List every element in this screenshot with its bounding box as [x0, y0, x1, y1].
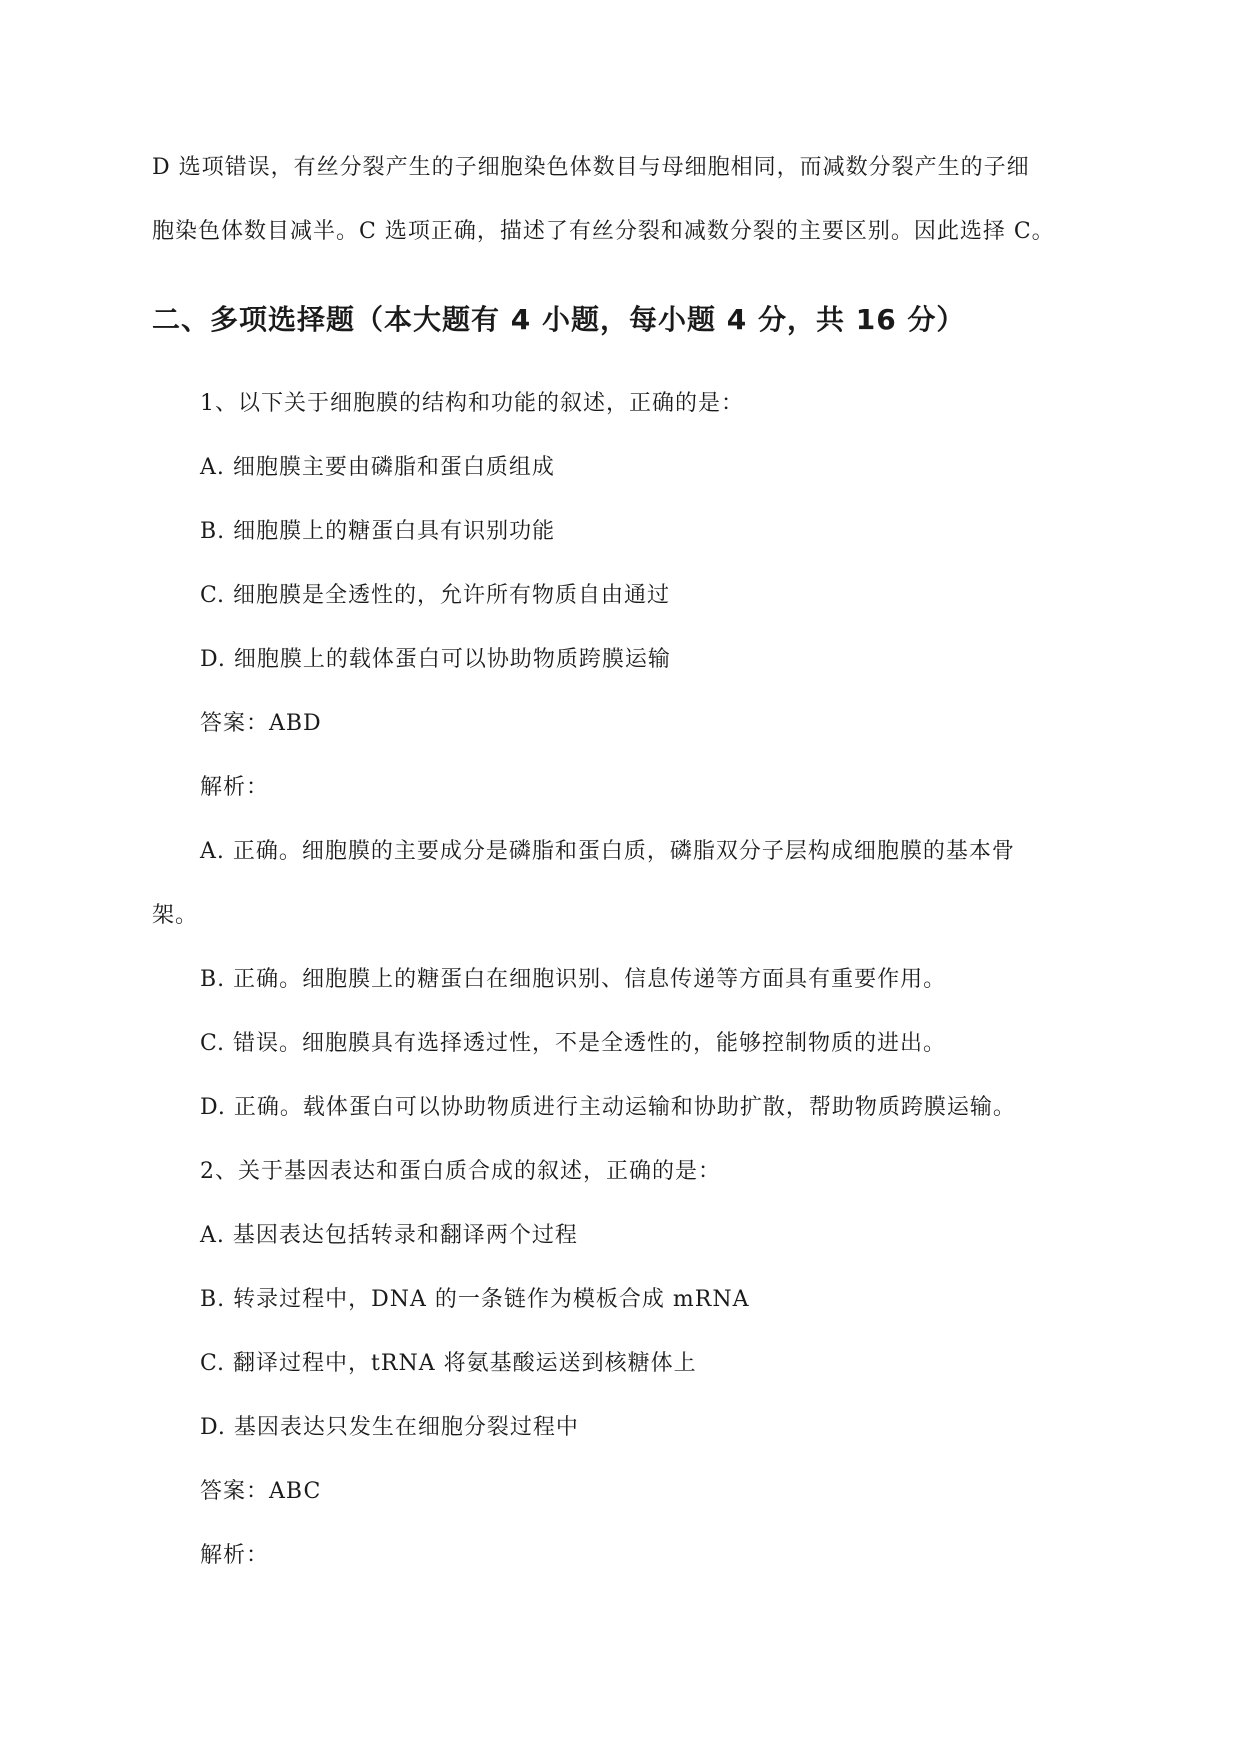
- question-1-stem: 1、以下关于细胞膜的结构和功能的叙述，正确的是：: [200, 391, 744, 416]
- question-1-option-b: B. 细胞膜上的糖蛋白具有识别功能: [200, 519, 556, 544]
- question-1-analysis-a-line-1: A. 正确。细胞膜的主要成分是磷脂和蛋白质，磷脂双分子层构成细胞膜的基本骨: [200, 839, 1015, 864]
- question-1-analysis-b: B. 正确。细胞膜上的糖蛋白在细胞识别、信息传递等方面具有重要作用。: [200, 967, 947, 992]
- question-1-analysis-d: D. 正确。载体蛋白可以协助物质进行主动运输和协助扩散，帮助物质跨膜运输。: [200, 1095, 1016, 1120]
- question-2-option-b: B. 转录过程中，DNA 的一条链作为模板合成 mRNA: [200, 1287, 750, 1312]
- question-2-option-d: D. 基因表达只发生在细胞分裂过程中: [200, 1415, 579, 1440]
- question-1-analysis-label: 解析：: [200, 775, 270, 800]
- question-2-option-a: A. 基因表达包括转录和翻译两个过程: [200, 1223, 578, 1248]
- question-1-analysis-c: C. 错误。细胞膜具有选择透过性，不是全透性的，能够控制物质的进出。: [200, 1031, 947, 1056]
- previous-explanation-line-1: D 选项错误，有丝分裂产生的子细胞染色体数目与母细胞相同，而减数分裂产生的子细: [152, 155, 1030, 180]
- question-1-option-a: A. 细胞膜主要由磷脂和蛋白质组成: [200, 455, 555, 480]
- question-1-analysis-a-line-2: 架。: [152, 903, 199, 928]
- question-1-option-d: D. 细胞膜上的载体蛋白可以协助物质跨膜运输: [200, 647, 671, 672]
- section-heading: 二、多项选择题（本大题有 4 小题，每小题 4 分，共 16 分）: [152, 303, 966, 336]
- question-2-stem: 2、关于基因表达和蛋白质合成的叙述，正确的是：: [200, 1159, 721, 1184]
- question-2-option-c: C. 翻译过程中，tRNA 将氨基酸运送到核糖体上: [200, 1351, 697, 1376]
- question-2-analysis-label: 解析：: [200, 1543, 270, 1568]
- question-2-answer: 答案：ABC: [200, 1479, 322, 1504]
- previous-explanation-line-2: 胞染色体数目减半。C 选项正确，描述了有丝分裂和减数分裂的主要区别。因此选择 C。: [152, 219, 1055, 244]
- question-1-answer: 答案：ABD: [200, 711, 322, 736]
- question-1-option-c: C. 细胞膜是全透性的，允许所有物质自由通过: [200, 583, 671, 608]
